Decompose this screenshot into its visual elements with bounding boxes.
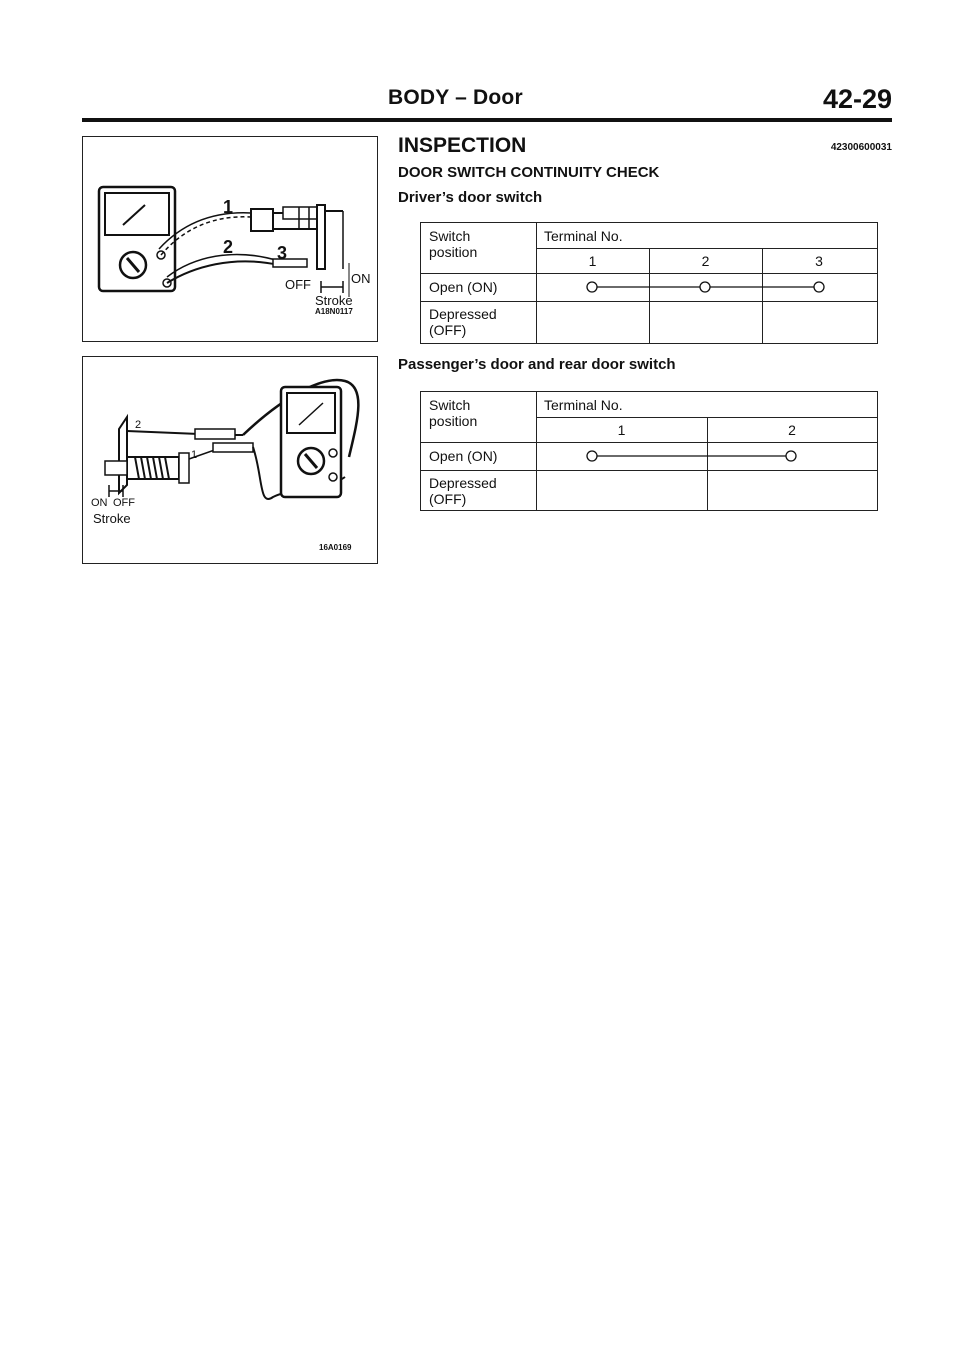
on-label: ON bbox=[91, 497, 108, 509]
continuity-terminal-1 bbox=[587, 282, 597, 292]
terminal-2: 2 bbox=[701, 253, 710, 269]
figure-code: A18N0117 bbox=[315, 307, 353, 316]
off-label: OFF bbox=[285, 277, 311, 292]
row-depressed-sublabel: (OFF) bbox=[429, 322, 467, 338]
row-open-label: Open (ON) bbox=[429, 448, 498, 464]
continuity-line bbox=[421, 392, 879, 512]
callout-1: 1 bbox=[191, 449, 198, 461]
drivers-switch-table bbox=[420, 222, 878, 344]
stroke-label: Stroke bbox=[93, 511, 131, 526]
section-subheading: DOOR SWITCH CONTINUITY CHECK bbox=[398, 164, 660, 181]
col-header-position: position bbox=[429, 413, 478, 429]
page-number: 42-29 bbox=[822, 84, 892, 114]
callout-2: 2 bbox=[223, 237, 234, 257]
callout-3: 3 bbox=[277, 243, 288, 263]
col-header-switch: Switch bbox=[429, 397, 471, 413]
figure-passenger-switch-test bbox=[82, 356, 378, 564]
terminal-1: 1 bbox=[617, 422, 626, 438]
passenger-switch-table bbox=[420, 391, 878, 511]
terminal-1: 1 bbox=[588, 253, 597, 269]
drivers-switch-title: Driver’s door switch bbox=[398, 189, 543, 206]
continuity-line bbox=[421, 223, 879, 345]
terminal-header: Terminal No. bbox=[544, 228, 623, 244]
off-label: OFF bbox=[113, 497, 135, 509]
figure-driver-switch-test bbox=[82, 136, 378, 342]
terminal-2: 2 bbox=[788, 422, 796, 438]
continuity-terminal-1 bbox=[587, 451, 597, 461]
continuity-terminal-2 bbox=[700, 282, 710, 292]
multimeter-switch-illustration bbox=[83, 357, 378, 564]
terminal-header: Terminal No. bbox=[544, 397, 623, 413]
figure-code: 16A0169 bbox=[319, 543, 352, 552]
continuity-terminal-2 bbox=[786, 451, 796, 461]
continuity-terminal-3 bbox=[814, 282, 824, 292]
section-code: 42300600031 bbox=[830, 142, 892, 153]
row-depressed-label: Depressed bbox=[429, 306, 497, 322]
col-header-switch: Switch bbox=[429, 228, 471, 244]
stroke-label: Stroke bbox=[315, 293, 353, 308]
section-heading: INSPECTION bbox=[398, 134, 527, 157]
terminal-3: 3 bbox=[815, 253, 823, 269]
passenger-switch-title: Passenger’s door and rear door switch bbox=[398, 356, 676, 373]
on-label: ON bbox=[351, 271, 371, 286]
row-depressed-label: Depressed bbox=[429, 475, 497, 491]
header-rule bbox=[82, 118, 892, 122]
callout-1: 1 bbox=[223, 197, 234, 217]
row-open-label: Open (ON) bbox=[429, 279, 498, 295]
row-depressed-sublabel: (OFF) bbox=[429, 491, 467, 507]
col-header-position: position bbox=[429, 244, 478, 260]
callout-2: 2 bbox=[135, 419, 142, 431]
page-header-title: BODY – Door bbox=[388, 86, 523, 109]
